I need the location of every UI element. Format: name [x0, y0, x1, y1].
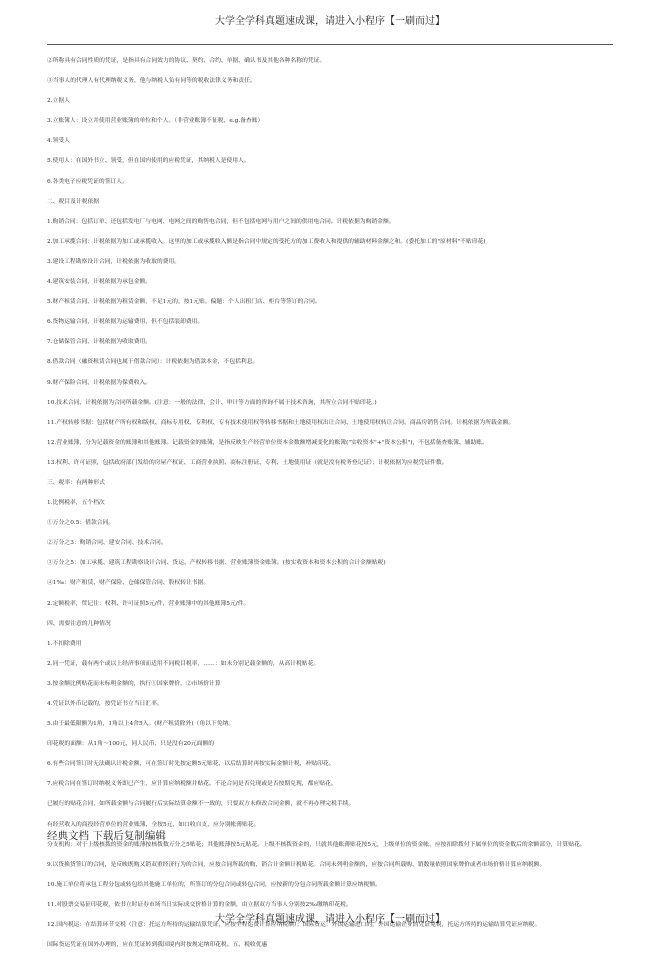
document-body [47, 58, 613, 962]
paragraph: 1.不扣除费用 [47, 640, 82, 647]
paragraph: 6.货物运输合同，计税依据为运输费用，但不包括装卸费用。 [47, 319, 204, 326]
paragraph: 4.建筑安装合同，计税依据为承包金额。 [47, 279, 152, 286]
paragraph: 四、需要注意的几种情况 [47, 620, 111, 627]
paragraph: 12.国内税运：在结算环节交税（注意：托运方所持的运输结算凭证，应按全程运费计算应纳税额）；国际货运：外国运输进口的，外国运输企业的凭证免税，托运方所持的运输结算凭证应纳税。 [47, 922, 541, 929]
paragraph: 10.技术合同，计税依据为合同所载金额。(注意：一般的法律、会计、审计等方面的咨询不属于技术咨询，其所立合同不贴印花。) [47, 399, 377, 406]
paragraph: 国际货运凭证在国外办理的，应在凭证转到我国境内时按规定纳印花税。五、税收优惠 [47, 942, 268, 949]
paragraph: 11.对股票交易征印花税，依书立时证券市场当日实际成交价格计算的金额，由立据双方当事人分别按2‰缴纳印花税。 [47, 901, 352, 908]
paragraph: 12.营业账簿，分为记载资金的账簿和其他账簿。记载资金的账簿，是指反映生产经营单位资本金数额增减变化的账簿("实收资本"+"资本公积")，不包括备查账簿、辅助账。 [47, 439, 488, 446]
paragraph: ②所称具有合同性质的凭证，是指具有合同效力的协议、契约、合约、单据、确认书及其他各种名称的凭证。 [47, 58, 326, 64]
paragraph: 13.权利、许可证照，包括政府部门发给的房屋产权证、工商营业执照、商标注册证、专利、土地使用证（就是没有税务登记证）；计税依据为应税凭证件数。 [47, 459, 448, 466]
paragraph: 3.按金额比例贴花而未标明金额的，执行①国家牌价，②市场价计算 [47, 680, 221, 687]
paragraph: 1.购销合同：包括订单、还包括发电厂与电网、电网之间的购售电合同，但不包括电网与用户之间的供用电合同。计税依据为购销金额。 [47, 218, 395, 225]
paragraph: 4.领受人 [47, 138, 70, 145]
paragraph: 二、税目及计税依据 [47, 198, 100, 205]
paragraph: 5.财产租赁合同，计税依据为租赁金额，不足1元的，按1元贴。偏题：个人出租门店、柜台等签订的合同。 [47, 299, 321, 306]
paragraph: 8.借款合同（融资租赁合同也属于借款合同）：计税依据为借款本金，不包括利息。 [47, 359, 259, 366]
paragraph: ①万分之0.5：借款合同。 [47, 520, 115, 527]
header-divider [47, 44, 613, 45]
paragraph: 3.立账簿人：设立并使用营业账簿的单位和个人。（非营业账簿不征税，e.g.备查账） [47, 118, 264, 125]
paragraph: ②万分之3：购销合同、建安合同、技术合同。 [47, 540, 167, 547]
paragraph: ④1‰：财产租赁、财产保险、仓储保管合同、股权转让书据。 [47, 580, 210, 587]
paragraph: 5.使用人：在国外书立、领受，但在国内使用的应税凭证，其纳税人是使用人。 [47, 158, 250, 165]
paragraph: 3.建设工程勘察设计合同，计税依据为收取的费用。 [47, 258, 181, 265]
paragraph: ③当事人的代理人有代理纳税义务，他与纳税人负有同等的税收法律义务和责任。 [47, 78, 256, 85]
paragraph: 5.由于最低限额为1角，1角以上4舍5入。(财产租赁除外)（角以下免纳。 [47, 721, 235, 728]
paragraph: 7.仓储保管合同，计税依据为收取费用。 [47, 339, 152, 346]
paragraph: 已履行的贴花合同，如所载金额与合同履行后实际结算金额不一致的，只要双方未修改合同金额，就不再办理完税手续。 [47, 801, 355, 808]
paragraph: 9.财产保险合同，计税依据为保费收入。 [47, 379, 152, 386]
paragraph: 1.比例税率，五个档次 [47, 500, 105, 507]
paragraph: 分支机构：对于上级核拨的资金的账薄按核拨数万分之5贴花；其他账薄按5元贴花。上级不核拨资金的，只就其他账薄贴花按5元，上级单位的资金帐，应按扣除拨付下属单位的资金数后的余额部分，计算贴花。 [47, 841, 586, 848]
paragraph: 2.立据人 [47, 98, 70, 105]
paragraph: 2.同一凭证，载有两个或以上经济事项而适用不同税目税率，……：如未分别记载金额的，从高计税贴花。 [47, 660, 320, 667]
footnote-text: 经典文档 下载后复制编辑 [47, 830, 166, 842]
paragraph: 11.产权转移书据：包括财产所有权和版权、商标专用权、专利权、专有技术使用权等转移书据和土地使用权出让合同、土地使用权转让合同、商品房销售合同。计税依据为所载金额。 [47, 419, 515, 426]
page-header: 大学全学科真题速成课，请进入小程序【一刷而过】 [215, 16, 445, 27]
paragraph: 7.应税合同在签订时纳税义务即已产生，应计算应纳税额并贴花。不论合同是否兑现或是否按期兑现，都应贴花。 [47, 781, 337, 788]
paragraph: 三、税率：有两种形式 [47, 479, 105, 486]
paragraph: 印花税的面额：从1角～100元，同人民币，只是没有20元面额的 [47, 741, 215, 748]
paragraph: 2.加工承揽合同：计税依据为加工或承揽收入。这里的加工或承揽收入额是指合同中规定的受托方的加工费收入和提供的辅助材料金额之和。(委托加工的"原材料"不贴印花) [47, 238, 486, 245]
paragraph: 有经营收入的商投经营单位的营业账簿，全按5元，如口收自支，应分别帐薄贴花。 [47, 821, 260, 828]
paragraph: 10.施工单位将承包工程分包或转包给其他施工单位的，所签订的分包合同或转包合同，应按新的分包合同所载金额计算应纳税额。 [47, 881, 381, 888]
page-footer: 大学全学科真题速成课，请进入小程序【一刷而过】 [215, 914, 445, 925]
paragraph: 2.定额税率，贸记住：权利、许可证照5元/件，营业账簿中的其他账簿5元/件。 [47, 600, 250, 607]
paragraph: 6.各类电子应税凭证的签订人。 [47, 178, 128, 185]
paragraph: 4.凭证以外币记载的，按凭证书立当日汇率。 [47, 701, 163, 707]
paragraph: 6.有些合同签订时无法确认计税金额，可在签订时先按定额5元贴花，以后结算时再按实际金额计税，补贴印花。 [47, 761, 335, 768]
paragraph: ③万分之5：加工承揽、建筑工程勘察设计合同、货运、产权转移书据、营业账簿资金账簿。(按实收资本和资本公积的合计金额贴税) [47, 560, 386, 567]
paragraph: 9.以货换货签订的合同，是反映既购又销双重经济行为的合同，应按合同所载的购、销合计金额计税贴花。合同未列明金额的，应按合同所载购、销数量依照国家牌价或者市场价格计算应纳税额。 [47, 861, 546, 868]
